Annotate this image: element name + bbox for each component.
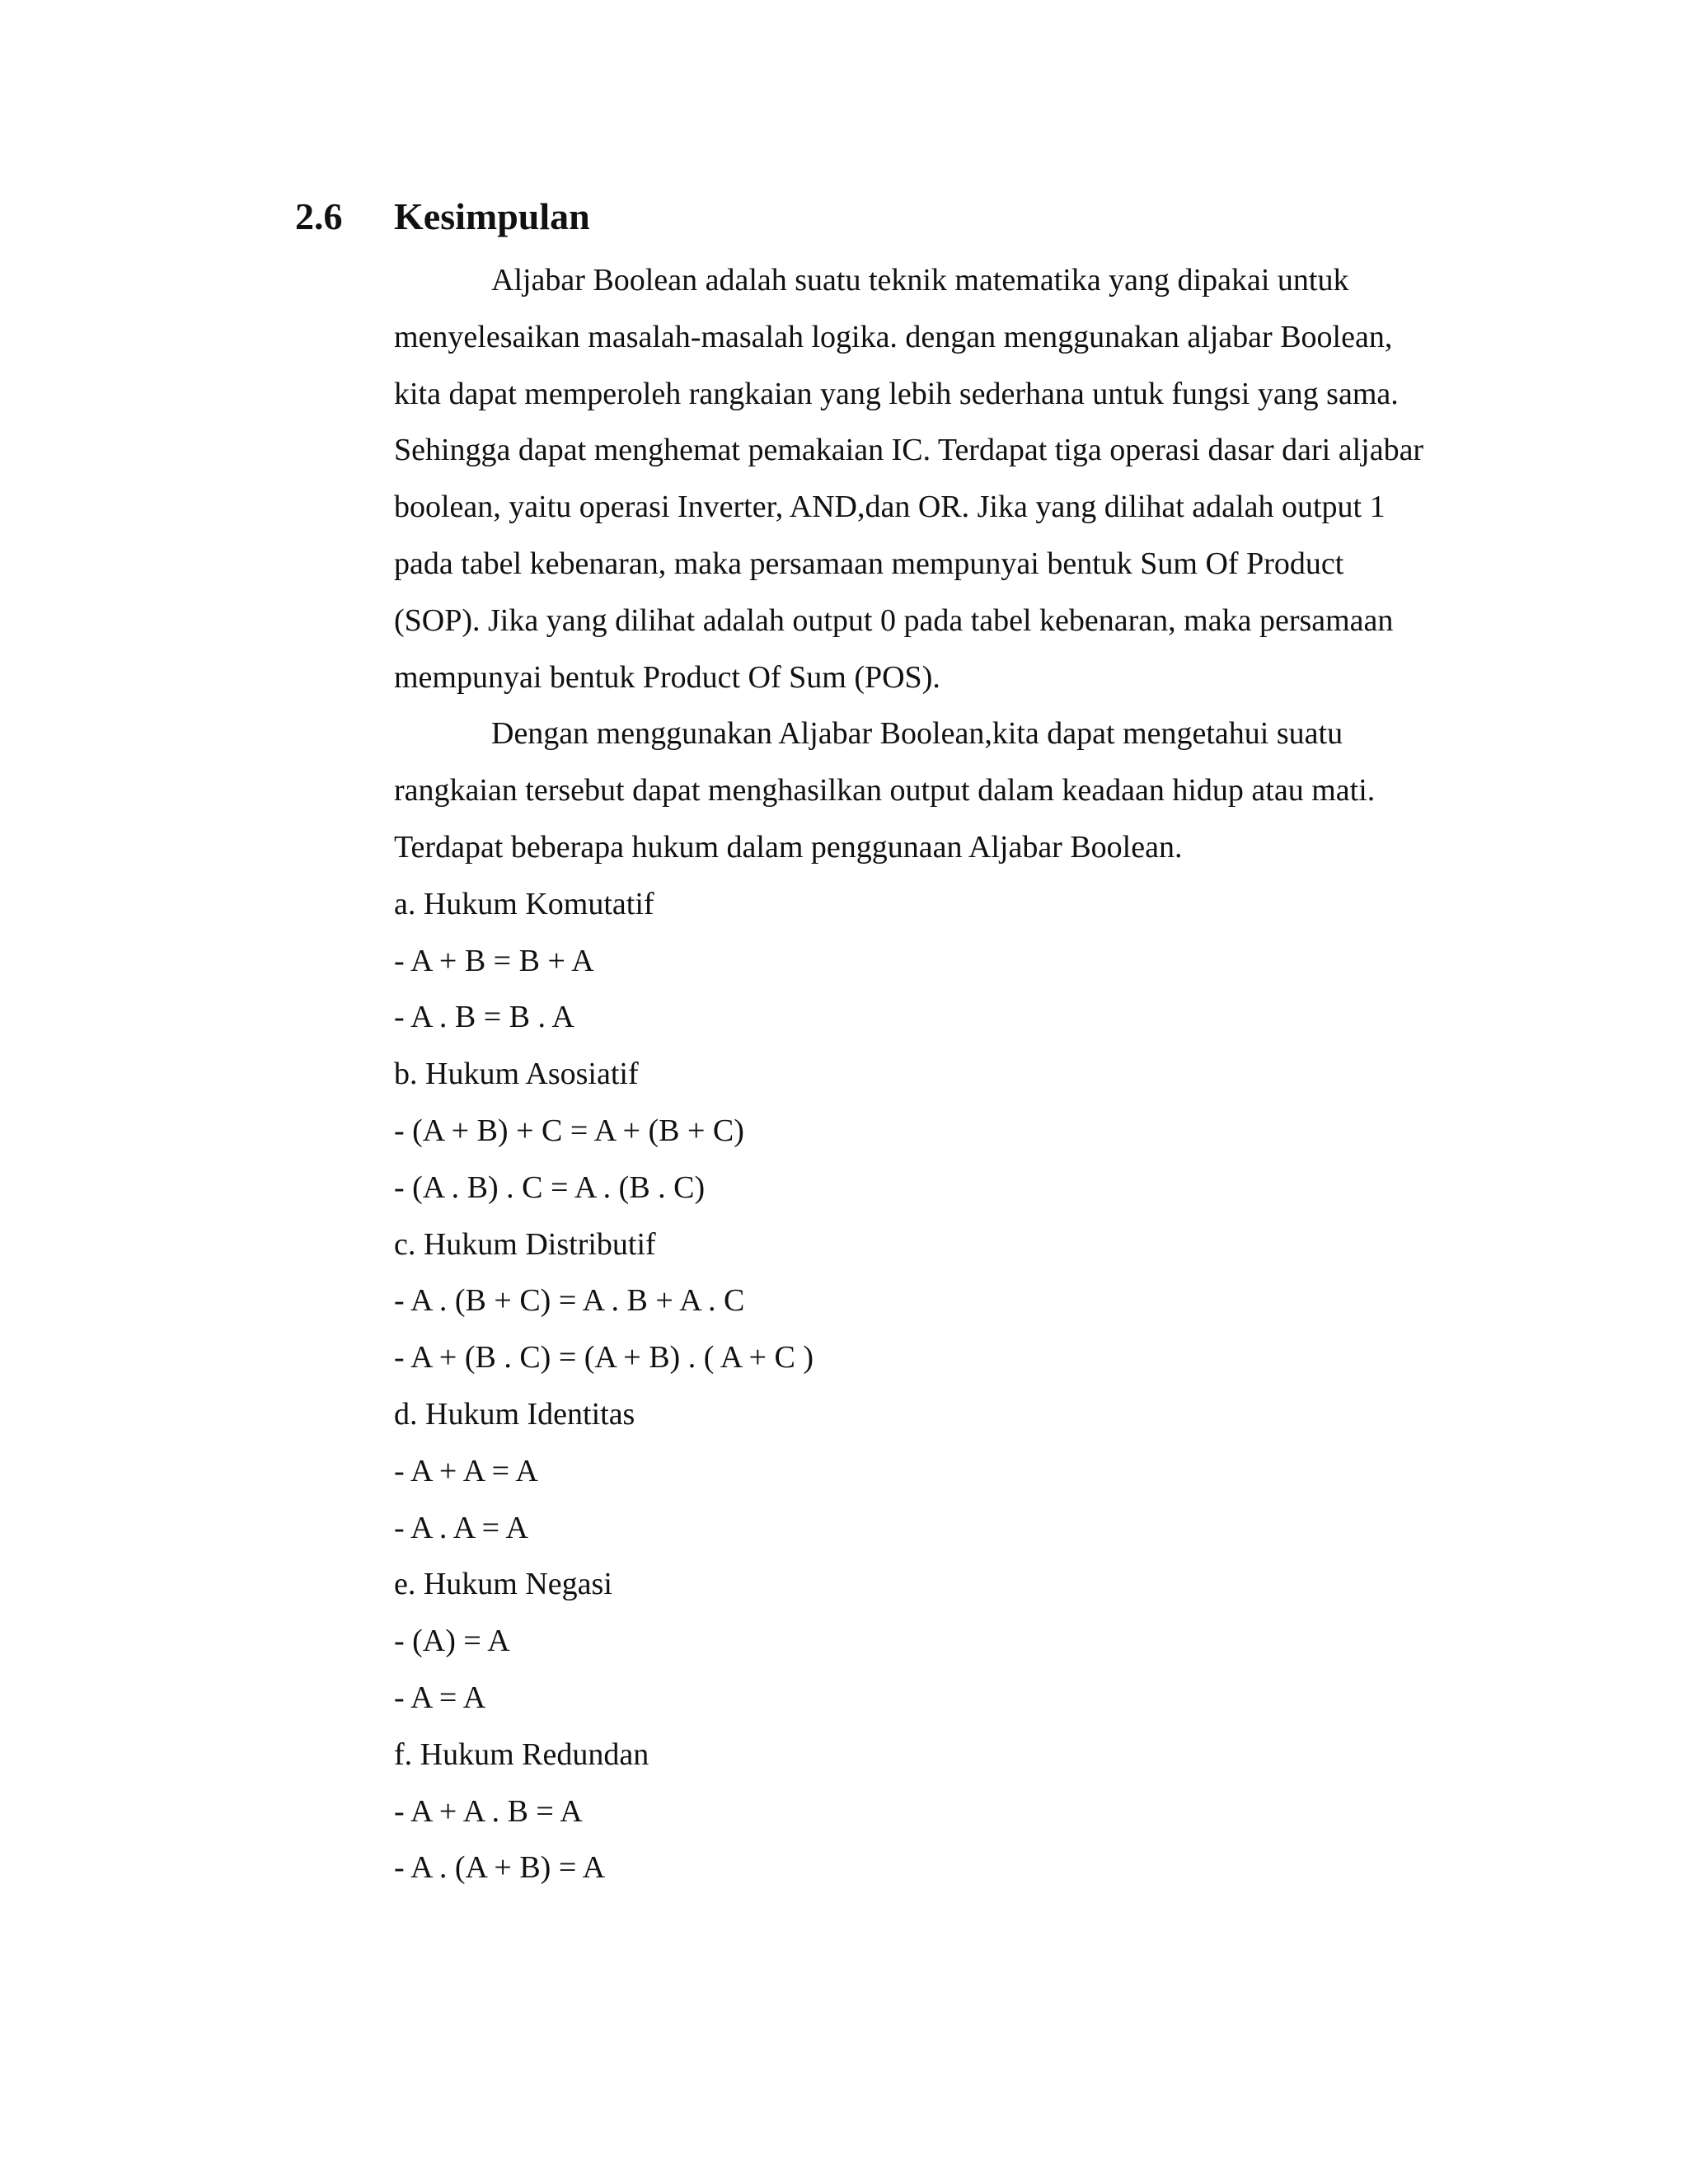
paragraph-line: pada tabel kebenaran, maka persamaan mempunyai bentuk Sum Of Product xyxy=(394,546,1344,581)
law-item: - A = A xyxy=(394,1680,486,1715)
law-title-komutatif: a. Hukum Komutatif xyxy=(394,886,654,921)
law-item: - A + A . B = A xyxy=(394,1793,583,1829)
law-item: - A . (A + B) = A xyxy=(394,1850,606,1886)
section-number: 2.6 xyxy=(295,195,343,237)
law-title-redundan: f. Hukum Redundan xyxy=(394,1736,649,1772)
paragraph-line: mempunyai bentuk Product Of Sum (POS). xyxy=(394,659,940,695)
law-title-asosiatif: b. Hukum Asosiatif xyxy=(394,1057,639,1092)
paragraph-line: (SOP). Jika yang dilihat adalah output 0 pada tabel kebenaran, maka persamaan xyxy=(394,602,1394,638)
paragraph-line: Sehingga dapat menghemat pemakaian IC. Terdapat tiga operasi dasar dari aljabar xyxy=(394,433,1424,468)
law-title-distributif: c. Hukum Distributif xyxy=(394,1226,656,1262)
paragraph-1 xyxy=(394,252,1498,705)
paragraph-line: Dengan menggunakan Aljabar Boolean,kita dapat mengetahui suatu xyxy=(491,716,1343,752)
paragraph-line: menyelesaikan masalah-masalah logika. dengan menggunakan aljabar Boolean, xyxy=(394,319,1393,354)
section-content xyxy=(394,252,1498,1896)
laws-list xyxy=(394,876,1498,1896)
law-title-negasi: e. Hukum Negasi xyxy=(394,1567,612,1602)
paragraph-line: Terdapat beberapa hukum dalam penggunaan Aljabar Boolean. xyxy=(394,829,1183,865)
law-item: - A + (B . C) = (A + B) . ( A + C ) xyxy=(394,1340,814,1376)
section-title: Kesimpulan xyxy=(394,195,590,237)
law-item: - A + B = B + A xyxy=(394,943,594,978)
law-item: - A . B = B . A xyxy=(394,1000,574,1035)
paragraph-line: rangkaian tersebut dapat menghasilkan output dalam keadaan hidup atau mati. xyxy=(394,773,1376,808)
law-item: - (A) = A xyxy=(394,1624,510,1659)
law-item: - (A + B) + C = A + (B + C) xyxy=(394,1113,744,1148)
paragraph-2 xyxy=(394,705,1498,875)
paragraph-line: boolean, yaitu operasi Inverter, AND,dan OR. Jika yang dilihat adalah output 1 xyxy=(394,490,1386,525)
law-item: - (A . B) . C = A . (B . C) xyxy=(394,1169,706,1205)
law-item: - A . A = A xyxy=(394,1510,528,1545)
paragraph-line: kita dapat memperoleh rangkaian yang lebih sederhana untuk fungsi yang sama. xyxy=(394,376,1399,411)
paragraph-line: Aljabar Boolean adalah suatu teknik matematika yang dipakai untuk xyxy=(491,263,1349,298)
law-title-identitas: d. Hukum Identitas xyxy=(394,1396,635,1432)
section-heading xyxy=(295,194,590,244)
law-item: - A + A = A xyxy=(394,1453,538,1488)
law-item: - A . (B + C) = A . B + A . C xyxy=(394,1283,745,1319)
